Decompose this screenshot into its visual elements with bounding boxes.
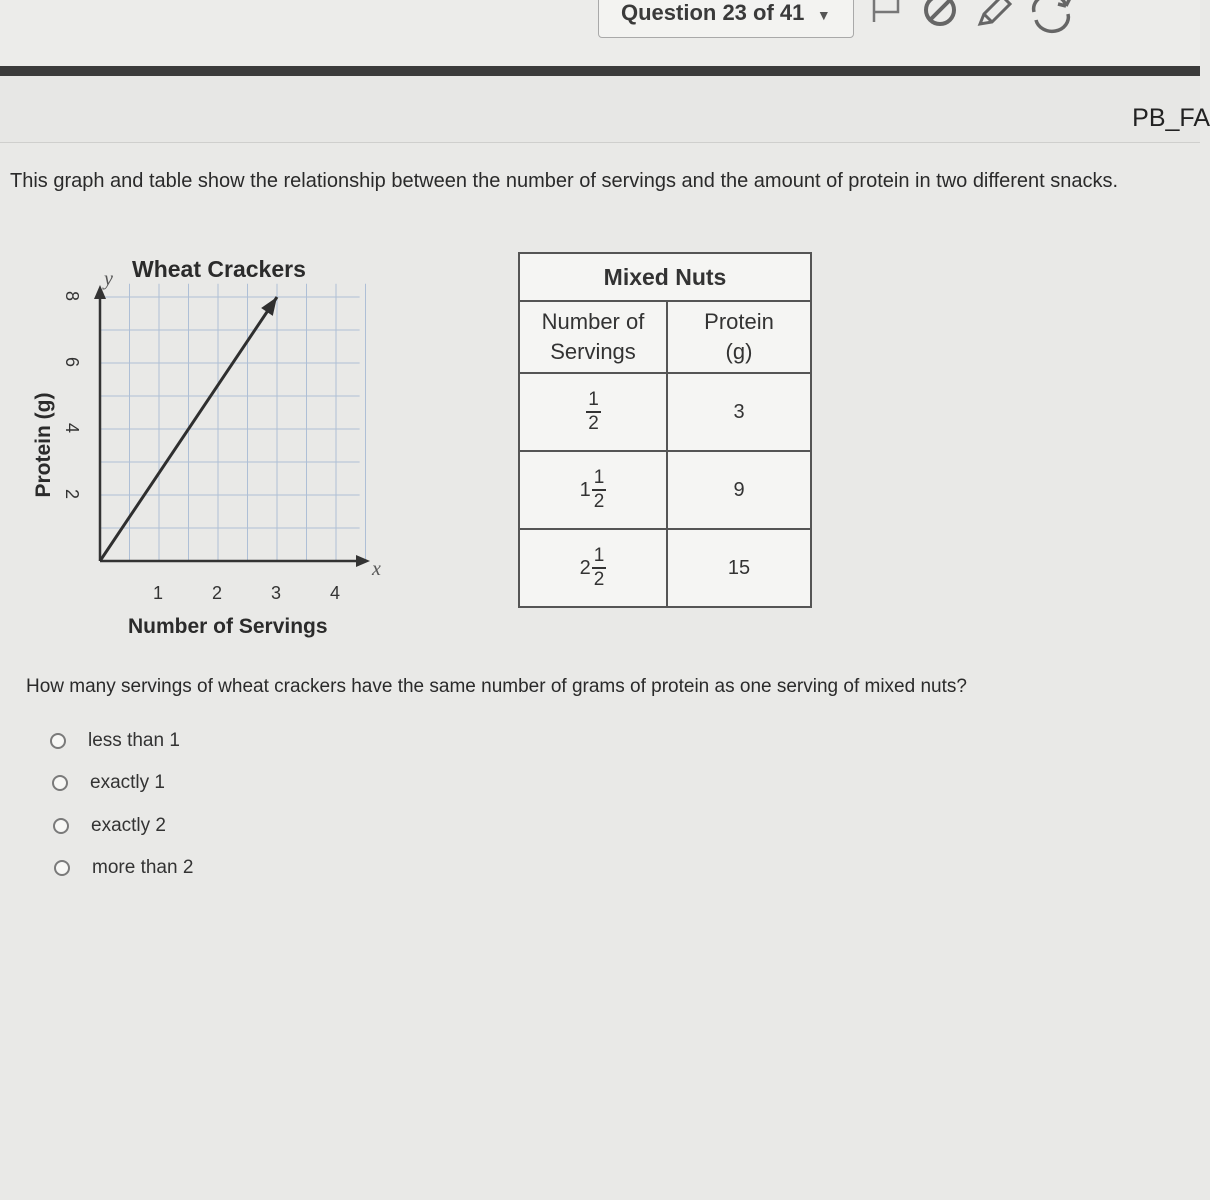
graph-axes xyxy=(94,285,370,567)
option-exactly-1[interactable] xyxy=(52,772,165,794)
column-header-protein: Protein (g) xyxy=(667,301,811,373)
option-label: exactly 2 xyxy=(91,815,166,836)
x-tick-label-1: 1 xyxy=(153,583,164,603)
chevron-down-icon: ▼ xyxy=(816,7,831,23)
graph-grid xyxy=(100,284,366,561)
column-header-servings: Number of Servings xyxy=(519,301,667,373)
question-select[interactable] xyxy=(598,0,854,38)
x-tick-label-3: 3 xyxy=(271,583,282,603)
radio-button[interactable] xyxy=(53,818,69,834)
radio-button[interactable] xyxy=(54,860,70,876)
option-exactly-2[interactable] xyxy=(53,815,166,837)
question-prompt: This graph and table show the relationship between the number of servings and the amount of protein in two different snacks. xyxy=(10,170,1119,192)
y-tick-label-6: 6 xyxy=(62,357,82,368)
x-tick-label-4: 4 xyxy=(330,583,341,603)
protein-cell: 15 xyxy=(667,529,811,607)
y-tick-label-2: 2 xyxy=(62,489,82,500)
question-text: How many servings of wheat crackers have the same number of grams of protein as one serving of mixed nuts? xyxy=(26,676,967,697)
refresh-icon[interactable] xyxy=(1026,0,1076,32)
servings-cell: 1 $\frac{1}{2}$ xyxy=(519,451,667,529)
table-row xyxy=(519,373,811,451)
protein-cell: 9 xyxy=(667,451,811,529)
table-title: Mixed Nuts xyxy=(519,253,811,301)
question-select-label: Question 23 of 41 xyxy=(621,0,805,25)
servings-cell: 2 $\frac{1}{2}$ xyxy=(519,529,667,607)
servings-cell: $\frac{1}{2}$ xyxy=(519,373,667,451)
assessment-header xyxy=(0,76,1200,143)
mixed-nuts-table xyxy=(518,252,812,608)
radio-button[interactable] xyxy=(52,775,68,791)
table-row xyxy=(519,451,811,529)
graph-title: Wheat Crackers xyxy=(132,256,306,282)
option-label: less than 1 xyxy=(88,730,180,751)
y-axis-variable: y xyxy=(104,268,113,290)
protein-cell: 3 xyxy=(667,373,811,451)
y-tick-label-4: 4 xyxy=(62,423,82,434)
table-row xyxy=(519,529,811,607)
radio-button[interactable] xyxy=(50,733,66,749)
option-label: more than 2 xyxy=(92,857,194,878)
y-tick-labels xyxy=(62,291,82,499)
flag-icon[interactable] xyxy=(868,0,908,24)
cancel-icon[interactable] xyxy=(920,0,960,30)
y-axis-label: Protein (g) xyxy=(32,392,55,498)
option-more-than-2[interactable] xyxy=(54,857,193,879)
x-tick-label-2: 2 xyxy=(212,583,223,603)
x-axis-arrow xyxy=(356,555,370,567)
series-arrowhead-0 xyxy=(261,297,277,316)
assessment-code: PB_FA xyxy=(1132,104,1210,132)
x-tick-labels xyxy=(153,583,340,603)
option-label: exactly 1 xyxy=(90,772,165,793)
header-divider xyxy=(0,66,1200,76)
option-less-than-1[interactable] xyxy=(50,730,180,752)
x-axis-label: Number of Servings xyxy=(128,615,328,638)
x-axis-variable: x xyxy=(372,558,381,580)
wheat-crackers-graph xyxy=(20,245,420,665)
pencil-icon[interactable] xyxy=(972,0,1016,30)
y-tick-label-8: 8 xyxy=(62,291,82,302)
